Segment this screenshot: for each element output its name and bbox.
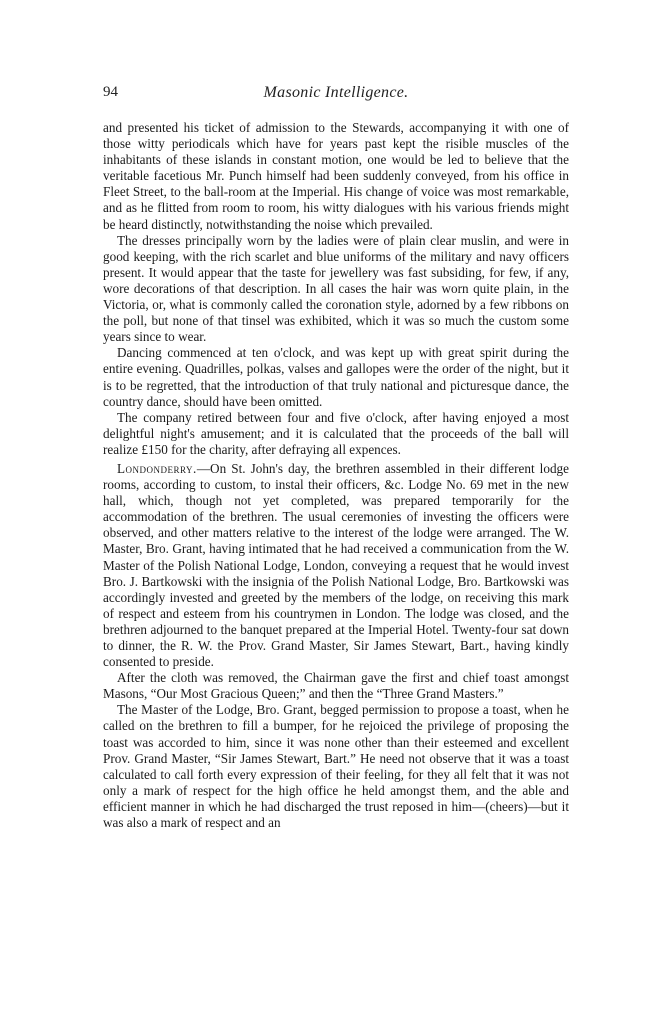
paragraph: The company retired between four and five o'clock, after having enjoyed a most delightful night's amusement; and it is calculated that the proceeds of the ball will realize £150 for the charity, after defraying all expences. bbox=[103, 409, 569, 457]
paragraph: After the cloth was removed, the Chairman gave the first and chief toast amongst Masons, “Our Most Gracious Queen;” and then the “Three Grand Masters.” bbox=[103, 670, 569, 702]
paragraph: Dancing commenced at ten o'clock, and was kept up with great spirit during the entire evening. Quadrilles, polkas, valses and gallopes were the order of the night, but it is to be regretted, that the introduction of that truly national and picturesque dance, the country dance, should have been omitted. bbox=[103, 345, 569, 409]
paragraph: and presented his ticket of admission to the Stewards, accompanying it with one of those witty periodicals which have for years past kept the risible muscles of the inhabitants of these islands in constant motion, one would be led to believe that the veritable facetious Mr. Punch himself had been suddenly conveyed, from his office in Fleet Street, to the ball-room at the Imperial. His change of voice was most remarkable, and as he flitted from room to room, his witty dialogues with his various friends might be heard distinctly, notwithstanding the noise which prevailed. bbox=[103, 120, 569, 232]
page-header bbox=[103, 84, 569, 104]
body-text bbox=[103, 120, 569, 831]
paragraph: The dresses principally worn by the ladies were of plain clear muslin, and were in good keeping, with the rich scarlet and blue uniforms of the military and navy officers present. It would appear that the taste for jewellery was fast subsiding, for few, if any, wore decorations of that description. In all cases the hair was worn quite plain, in the Victoria, or, what is commonly called the coronation style, adorned by a few ribbons on the poll, but none of that tinsel was exhibited, which it was so much the custom some years since to wear. bbox=[103, 232, 569, 345]
running-title: Masonic Intelligence. bbox=[263, 84, 409, 101]
page-number: 94 bbox=[103, 84, 118, 100]
paragraph-text: —On St. John's day, the brethren assembled in their different lodge rooms, according to custom, to instal their officers, &c. Lodge No. 69 met in the new hall, which, though not yet completed, was prepared temporarily for the accommodation of the brethren. The usual ceremonies of investing the officers were observed, and other matters relative to the interest of the lodge were arranged. The W. Master, Bro. Grant, having intimated that he had received a communication from the W. Master of the Polish National Lodge, London, conveying a request that he would invest Bro. J. Bartkowski with the insignia of the Polish National Lodge, Bro. Bartkowski was accordingly invested and greeted by the members of the lodge, on receiving this mark of respect and esteem from his countrymen in London. The lodge was closed, and the brethren adjourned to the banquet prepared at the Imperial Hotel. Twenty-four sat down to dinner, the R. W. the Prov. Grand Master, Sir James Stewart, Bart., having kindly consented to preside. bbox=[103, 460, 569, 670]
paragraph-londonderry bbox=[103, 461, 569, 670]
section-heading: Londonderry. bbox=[117, 460, 197, 476]
paragraph: The Master of the Lodge, Bro. Grant, begged permission to propose a toast, when he called on the brethren to fill a bumper, for he rejoiced the privilege of proposing the toast was accorded to him, since it was none other than their esteemed and excellent Prov. Grand Master, “Sir James Stewart, Bart.” He need not observe that it was a toast calculated to call forth every expression of their feeling, for they all felt that it was not only a mark of respect for the high office he held amongst them, and the able and efficient manner in which he had discharged the trust reposed in him—(cheers)—but it was also a mark of respect and an bbox=[103, 702, 569, 831]
